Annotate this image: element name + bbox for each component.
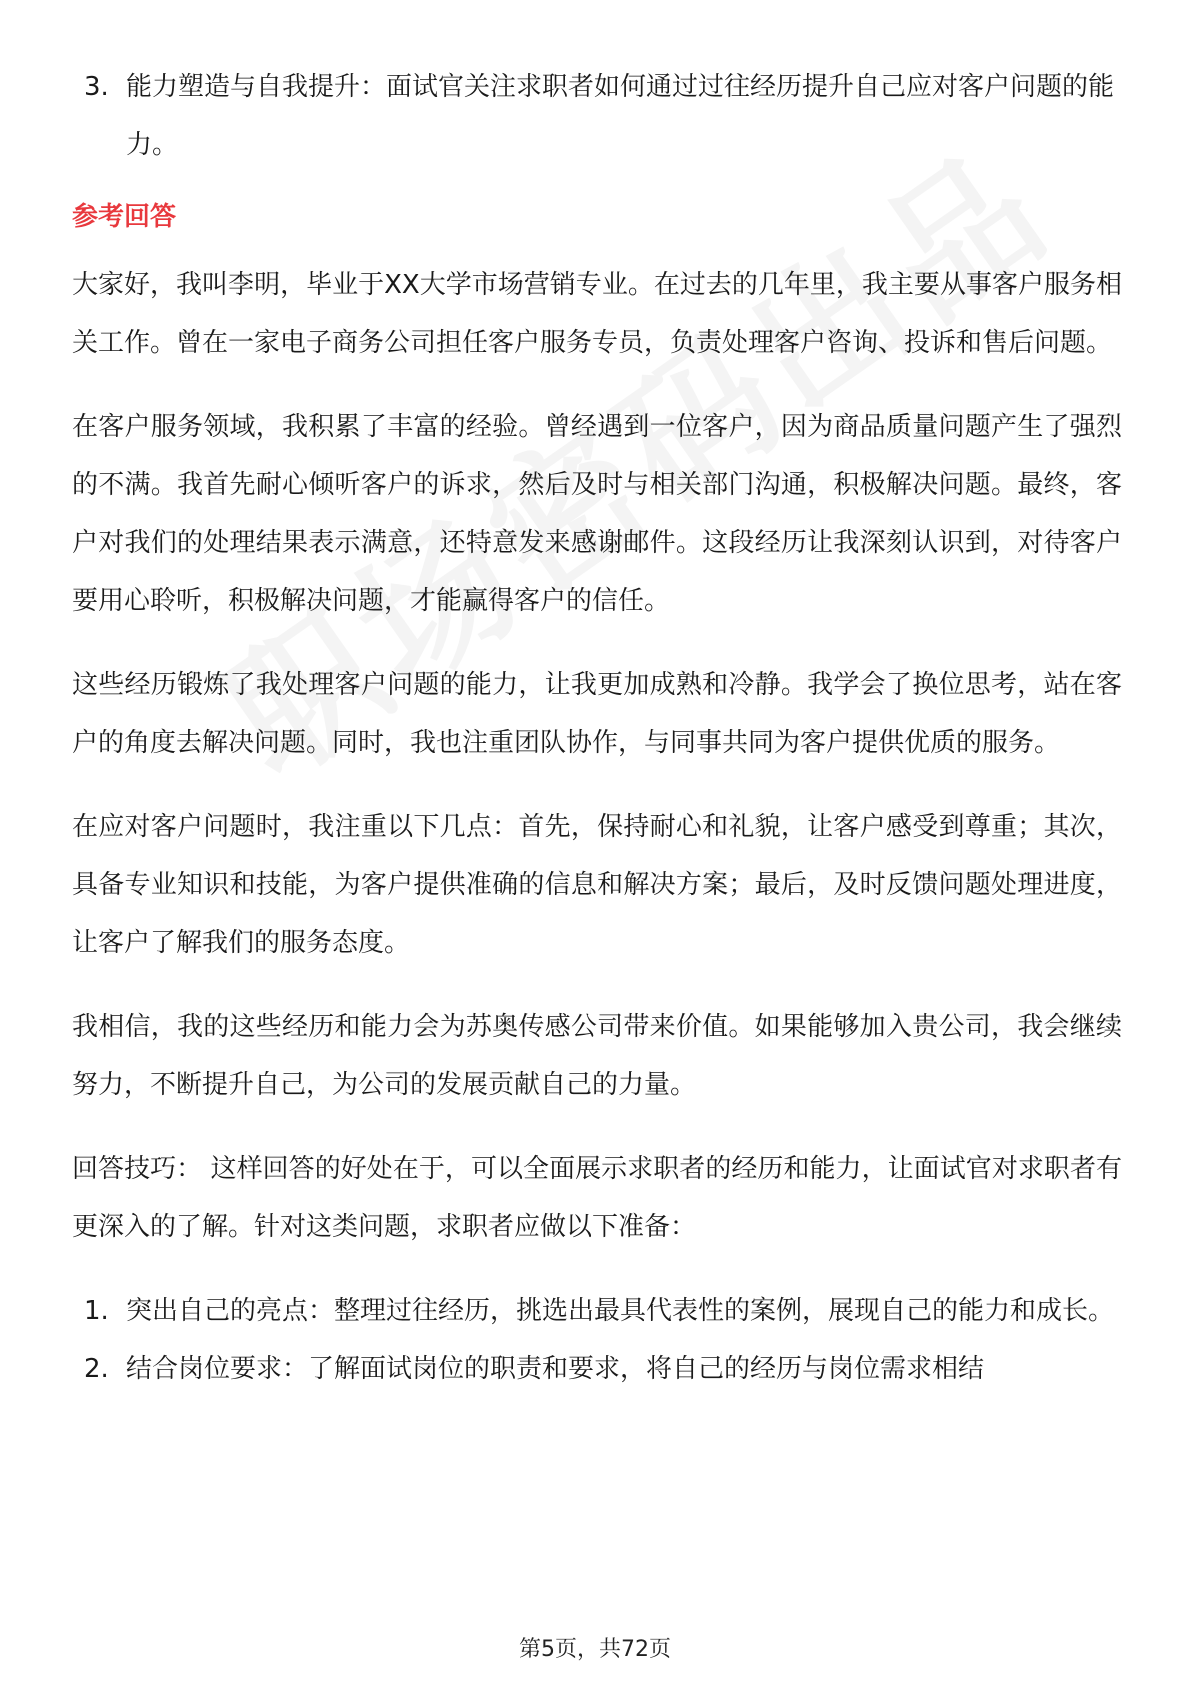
top-list bbox=[72, 58, 1122, 174]
list-item bbox=[72, 58, 1122, 174]
paragraph-growth: 这些经历锻炼了我处理客户问题的能力，让我更加成熟和冷静。我学会了换位思考，站在客户的角度去解决问题。同时，我也注重团队协作，与同事共同为客户提供优质的服务。 bbox=[72, 670, 1122, 758]
paragraph-experience: 在客户服务领域，我积累了丰富的经验。曾经遇到一位客户，因为商品质量问题产生了强烈的不满。我首先耐心倾听客户的诉求，然后及时与相关部门沟通，积极解决问题。最终，客户对我们的处理结果表示满意，还特意发来感谢邮件。这段经历让我深刻认识到，对待客户要用心聆听，积极解决问题，才能赢得客户的信任。 bbox=[72, 412, 1122, 616]
paragraph-tips: 回答技巧： 这样回答的好处在于，可以全面展示求职者的经历和能力，让面试官对求职者有更深入的了解。针对这类问题，求职者应做以下准备： bbox=[72, 1154, 1122, 1242]
tips-list bbox=[72, 1282, 1122, 1398]
list-item-text: 结合岗位要求：了解面试岗位的职责和要求，将自己的经历与岗位需求相结 bbox=[126, 1354, 985, 1384]
list-item bbox=[72, 1340, 1122, 1398]
section-heading: 参考回答 bbox=[72, 202, 177, 232]
paragraph-closing: 我相信，我的这些经历和能力会为苏奥传感公司带来价值。如果能够加入贵公司，我会继续努力，不断提升自己，为公司的发展贡献自己的力量。 bbox=[72, 1012, 1122, 1100]
paragraph-intro: 大家好，我叫李明，毕业于XX大学市场营销专业。在过去的几年里，我主要从事客户服务相关工作。曾在一家电子商务公司担任客户服务专员，负责处理客户咨询、投诉和售后问题。 bbox=[72, 270, 1122, 358]
list-item bbox=[72, 1282, 1122, 1340]
document-body bbox=[72, 58, 1122, 1398]
list-item-text: 突出自己的亮点：整理过往经历，挑选出最具代表性的案例，展现自己的能力和成长。 bbox=[126, 1296, 1115, 1326]
page-number: 第5页，共72页 bbox=[519, 1637, 671, 1662]
list-item-text: 能力塑造与自我提升：面试官关注求职者如何通过过往经历提升自己应对客户问题的能力。 bbox=[126, 72, 1115, 160]
list-item-number: 2. bbox=[84, 1354, 109, 1384]
list-item-number: 3. bbox=[84, 72, 109, 102]
paragraph-approach: 在应对客户问题时，我注重以下几点：首先，保持耐心和礼貌，让客户感受到尊重；其次，具备专业知识和技能，为客户提供准确的信息和解决方案；最后，及时反馈问题处理进度，让客户了解我们的服务态度。 bbox=[72, 812, 1122, 958]
list-item-number: 1. bbox=[84, 1296, 109, 1326]
